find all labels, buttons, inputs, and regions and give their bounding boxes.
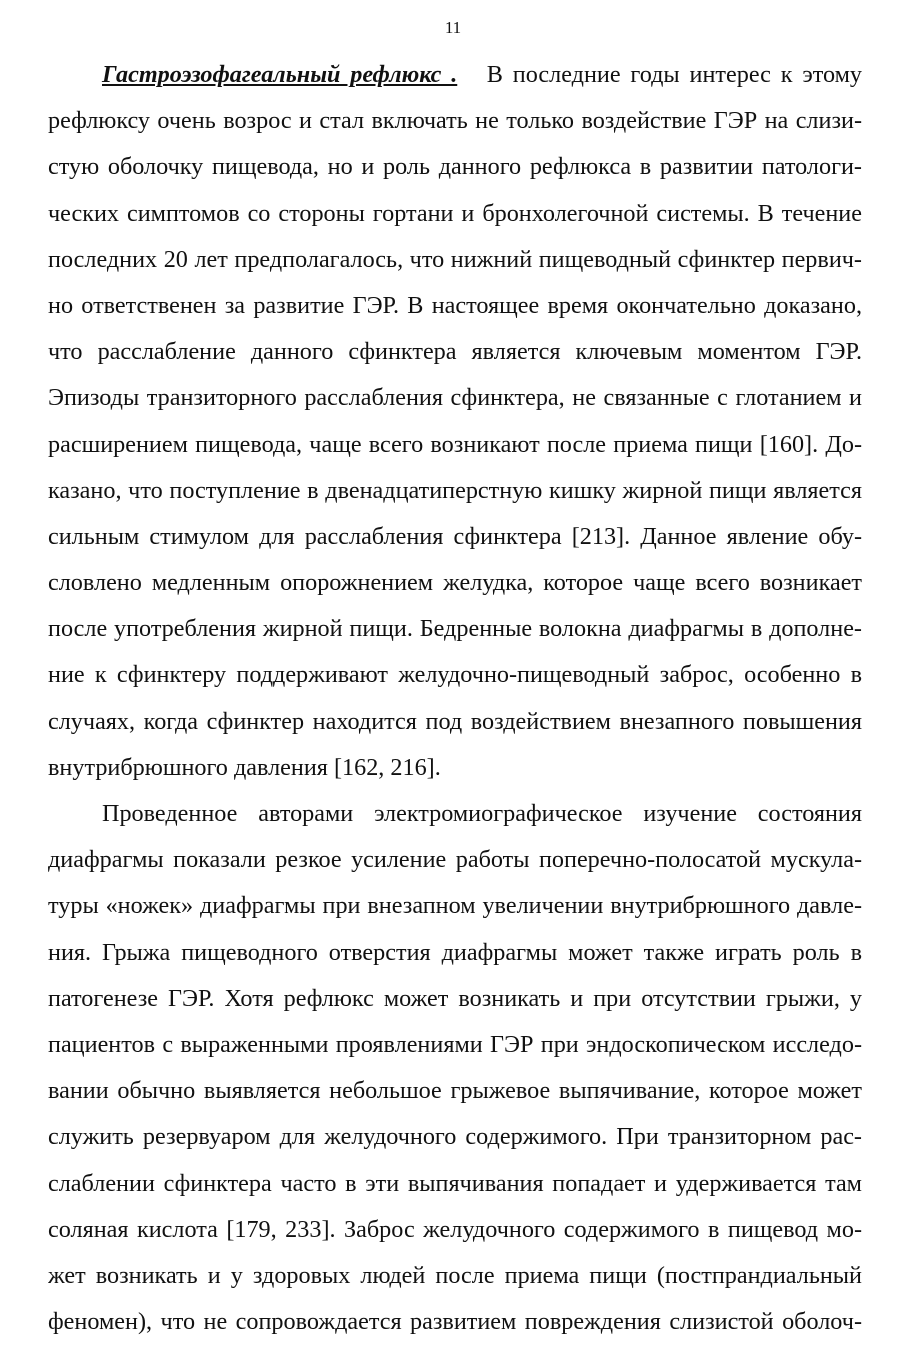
- paragraph-line-text: В последние годы интерес к этому: [486, 61, 862, 88]
- paragraph-line: но ответственен за развитие ГЭР. В настоящее время окончательно доказано,: [48, 291, 862, 319]
- paragraph-line: ние к сфинктеру поддерживают желудочно-пищеводный заброс, особенно в: [48, 661, 862, 689]
- paragraph-line: Эпизоды транзиторного расслабления сфинктера, не связанные с глотанием и: [48, 384, 862, 412]
- paragraph-line: патогенезе ГЭР. Хотя рефлюкс может возникать и при отсутствии грыжи, у: [48, 984, 862, 1012]
- paragraph-line: казано, что поступление в двенадцатиперстную кишку жирной пищи является: [48, 476, 862, 504]
- paragraph-line: что расслабление данного сфинктера является ключевым моментом ГЭР.: [48, 338, 862, 366]
- paragraph-line: словлено медленным опорожнением желудка, которое чаще всего возникает: [48, 569, 862, 597]
- paragraph-line: расширением пищевода, чаще всего возникают после приема пищи [160]. До-: [48, 430, 862, 458]
- paragraph-line: ческих симптомов со стороны гортани и бронхолегочной системы. В течение: [48, 199, 862, 227]
- page-number: 11: [444, 18, 462, 37]
- paragraph-line: пациентов с выраженными проявлениями ГЭР при эндоскопическом исследо-: [48, 1030, 862, 1058]
- paragraph-gerd: [48, 52, 862, 791]
- paragraph-line: служить резервуаром для желудочного содержимого. При транзиторном рас-: [48, 1123, 862, 1151]
- paragraph-line: стую оболочку пищевода, но и роль данного рефлюкса в развитии патологи-: [48, 153, 862, 181]
- paragraph-line: туры «ножек» диафрагмы при внезапном увеличении внутрибрюшного давле-: [48, 892, 862, 920]
- paragraph-line: слаблении сфинктера часто в эти выпячивания попадает и удерживается там: [48, 1169, 862, 1197]
- paragraph-line: после употребления жирной пищи. Бедренные волокна диафрагмы в дополне-: [48, 615, 862, 643]
- paragraph-line: сильным стимулом для расслабления сфинктера [213]. Данное явление обу-: [48, 522, 862, 550]
- section-heading: Гастроэзофагеальный рефлюкс .: [102, 61, 458, 88]
- paragraph-line: диафрагмы показали резкое усиление работы поперечно-полосатой мускула-: [48, 846, 862, 874]
- document-body: [48, 52, 862, 1345]
- paragraph-line: вании обычно выявляется небольшое грыжевое выпячивание, которое может: [48, 1077, 862, 1105]
- paragraph-line: жет возникать и у здоровых людей после приема пищи (постпрандиальный: [48, 1261, 862, 1289]
- paragraph-line: ния. Грыжа пищеводного отверстия диафрагмы может также играть роль в: [48, 938, 862, 966]
- paragraph-line: случаях, когда сфинктер находится под воздействием внезапного повышения: [48, 707, 862, 735]
- paragraph-line: последних 20 лет предполагалось, что нижний пищеводный сфинктер первич-: [48, 245, 862, 273]
- paragraph-line: внутрибрюшного давления [162, 216].: [48, 753, 441, 781]
- paragraph-line: феномен), что не сопровождается развитием повреждения слизистой оболоч-: [48, 1308, 862, 1336]
- paragraph-line: [48, 52, 862, 98]
- paragraph-line: Проведенное авторами электромиографическое изучение состояния: [102, 800, 862, 827]
- paragraph-line: рефлюксу очень возрос и стал включать не только воздействие ГЭР на слизи-: [48, 107, 862, 135]
- paragraph-diaphragm: [48, 791, 862, 1345]
- paragraph-line: соляная кислота [179, 233]. Заброс желудочного содержимого в пищевод мо-: [48, 1215, 862, 1243]
